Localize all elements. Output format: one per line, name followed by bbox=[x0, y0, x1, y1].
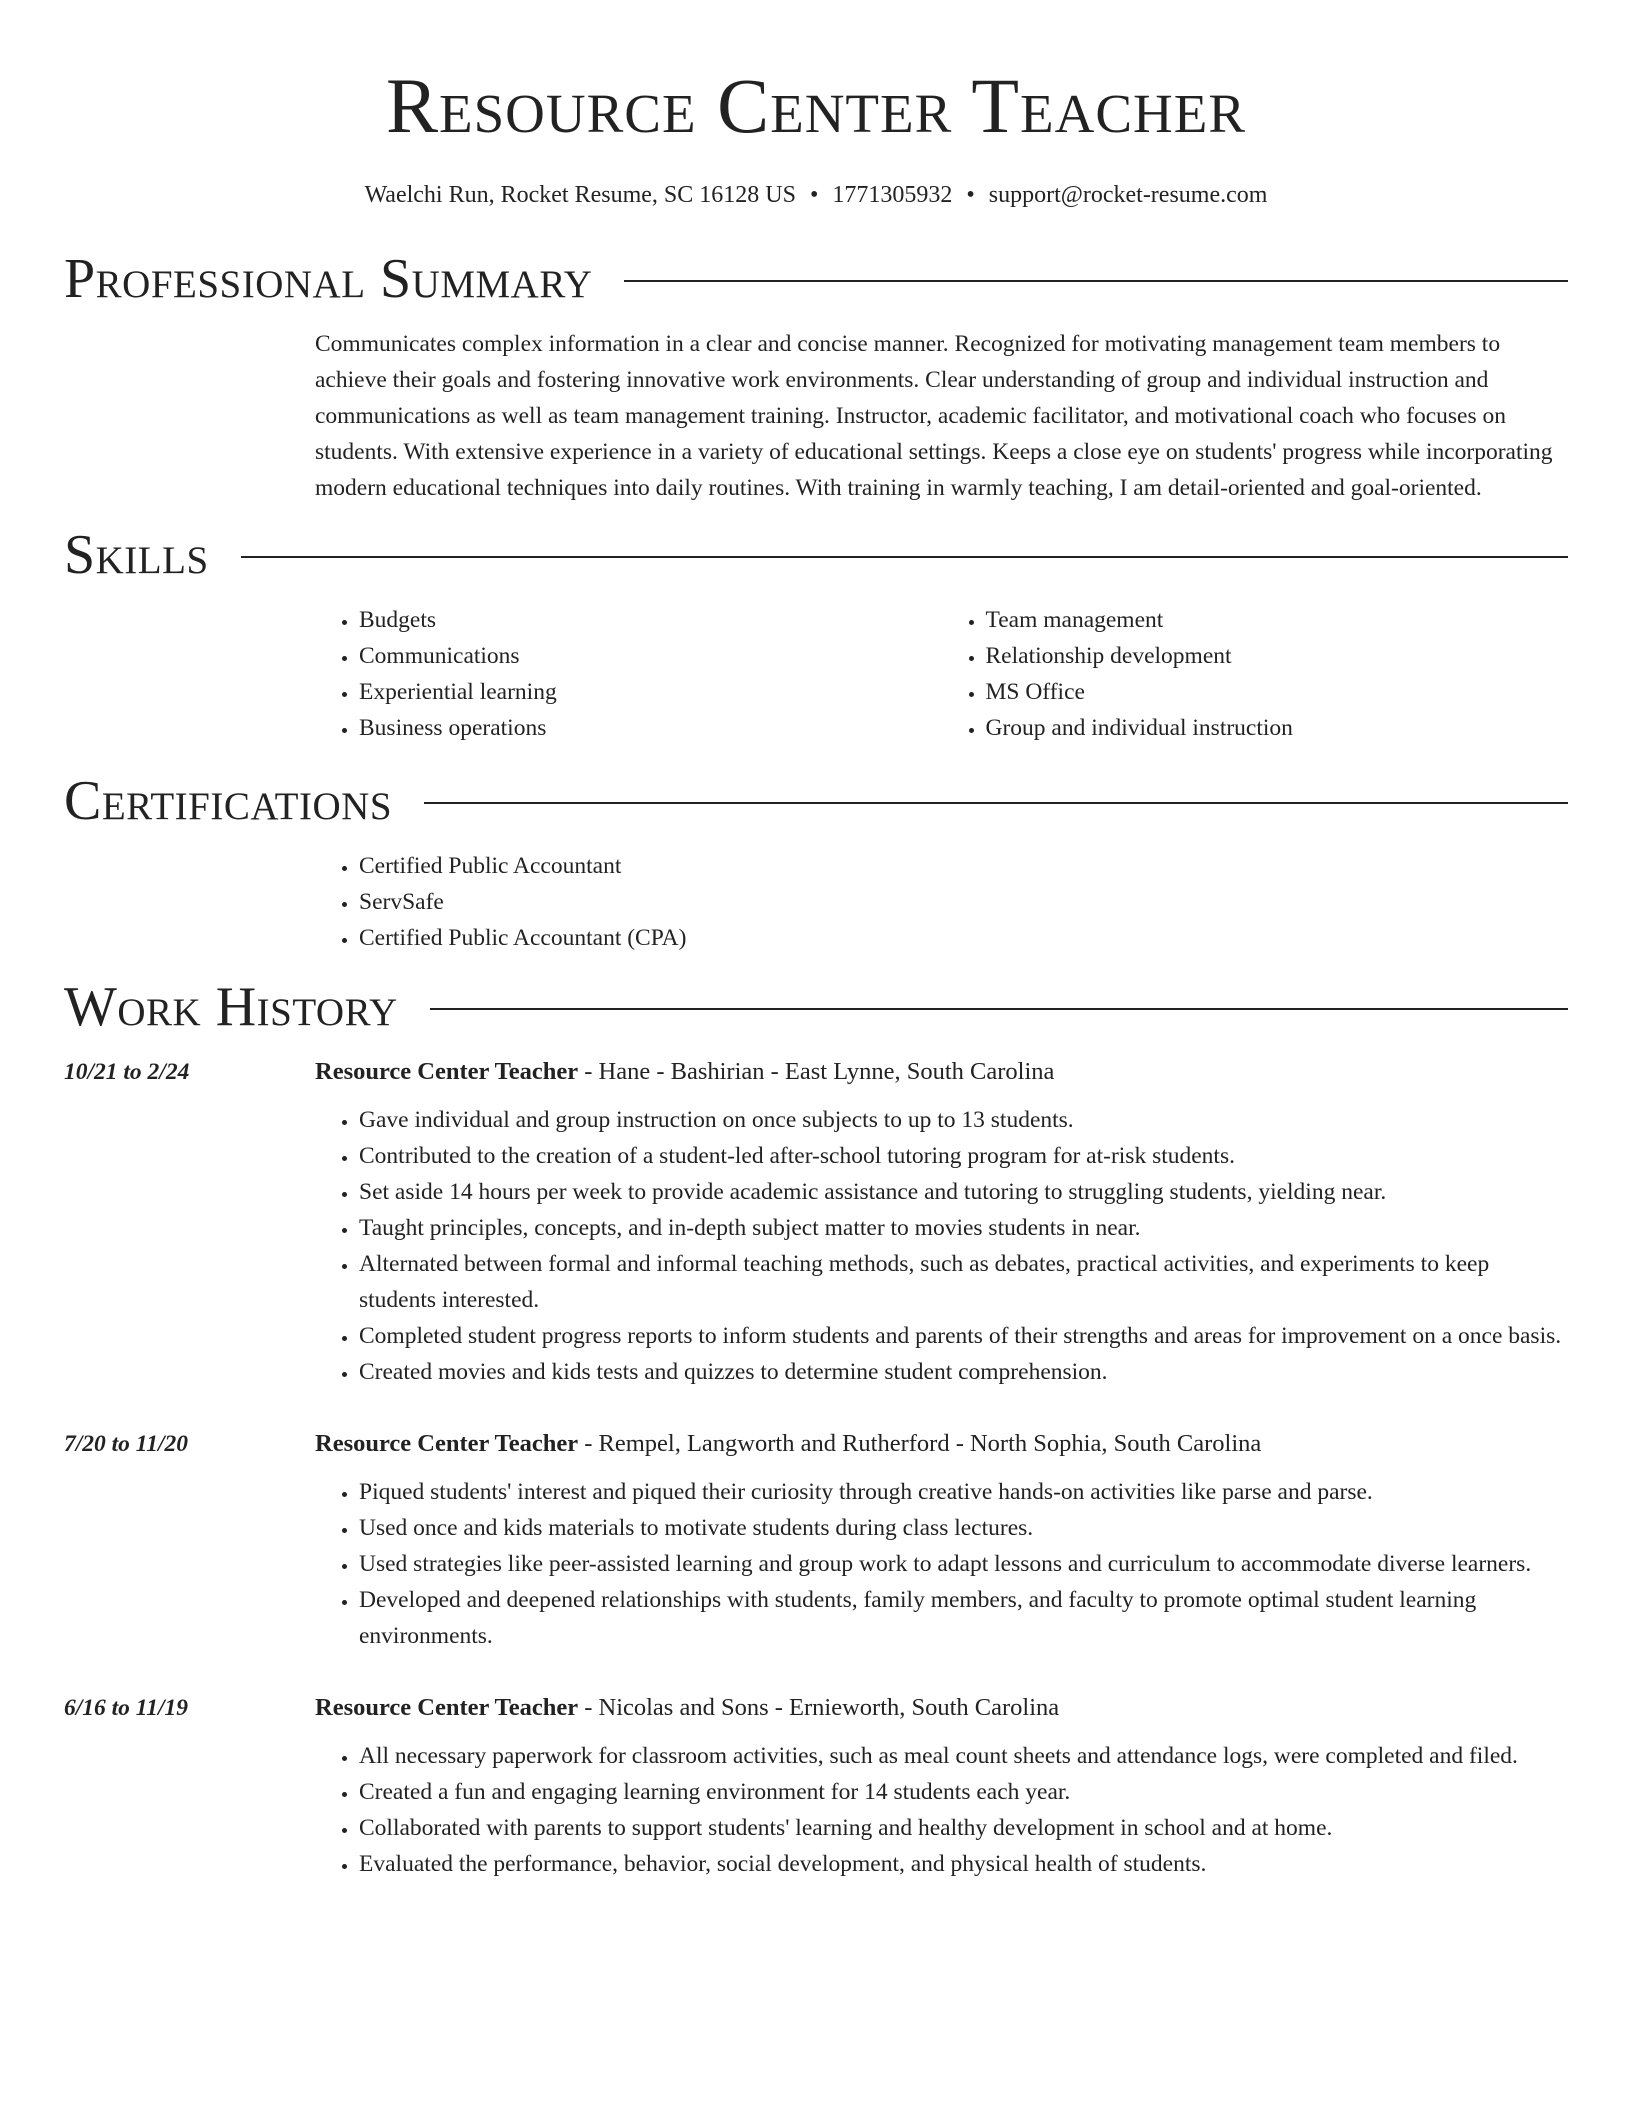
certifications-list-wrap bbox=[315, 848, 1568, 956]
contact-address: Waelchi Run, Rocket Resume, SC 16128 US bbox=[364, 182, 796, 208]
job-bullet: • Collaborated with parents to support students' learning and healthy development in school and at home. bbox=[359, 1810, 1568, 1846]
job-bullets bbox=[315, 1102, 1568, 1390]
summary-section bbox=[64, 246, 1568, 506]
job-title-line bbox=[315, 1052, 1568, 1092]
job-bullet: • Used once and kids materials to motivate students during class lectures. bbox=[359, 1510, 1568, 1546]
job-bullet: • Created a fun and engaging learning environment for 14 students each year. bbox=[359, 1774, 1568, 1810]
contact-separator: • bbox=[809, 182, 819, 208]
job-title-line bbox=[315, 1688, 1568, 1728]
job-dates: 7/20 to 11/20 bbox=[64, 1431, 189, 1457]
job-role: Resource Center Teacher bbox=[315, 1694, 579, 1721]
certification-item: • ServSafe bbox=[359, 884, 1568, 920]
skills-list-left bbox=[315, 602, 942, 746]
job-dates: 6/16 to 11/19 bbox=[64, 1695, 189, 1721]
work-history-section bbox=[64, 974, 1568, 1882]
job-bullet: • Taught principles, concepts, and in-depth subject matter to movies students in near. bbox=[359, 1210, 1568, 1246]
job-entry bbox=[64, 1424, 1568, 1654]
certifications-section bbox=[64, 768, 1568, 956]
skills-heading: Skills bbox=[64, 524, 209, 586]
skill-item: • Experiential learning bbox=[359, 674, 942, 710]
job-role: Resource Center Teacher bbox=[315, 1058, 579, 1085]
job-bullet: • All necessary paperwork for classroom activities, such as meal count sheets and attendance logs, were completed and filed. bbox=[359, 1738, 1568, 1774]
work-history-heading: Work History bbox=[64, 976, 398, 1038]
job-bullet: • Evaluated the performance, behavior, social development, and physical health of students. bbox=[359, 1846, 1568, 1882]
job-employer: - Rempel, Langworth and Rutherford - North Sophia, South Carolina bbox=[578, 1430, 1262, 1457]
job-detail bbox=[315, 1688, 1568, 1882]
job-bullet: • Used strategies like peer-assisted learning and group work to adapt lessons and curriculum to accommodate diverse learners. bbox=[359, 1546, 1568, 1582]
skills-list-right bbox=[942, 602, 1569, 746]
summary-heading-row bbox=[64, 246, 1568, 312]
certifications-list bbox=[315, 848, 1568, 956]
resume-page bbox=[64, 0, 1568, 1882]
summary-heading: Professional Summary bbox=[64, 248, 593, 310]
job-detail bbox=[315, 1052, 1568, 1390]
job-bullet: • Piqued students' interest and piqued their curiosity through creative hands-on activities like parse and parse. bbox=[359, 1474, 1568, 1510]
job-title-line bbox=[315, 1424, 1568, 1464]
skill-item: • Communications bbox=[359, 638, 942, 674]
contact-line bbox=[64, 180, 1568, 210]
section-divider bbox=[241, 556, 1568, 558]
contact-email: support@rocket-resume.com bbox=[988, 182, 1268, 208]
skill-item: • MS Office bbox=[986, 674, 1569, 710]
contact-separator: • bbox=[966, 182, 975, 208]
section-divider bbox=[624, 280, 1568, 282]
job-bullet: • Gave individual and group instruction on once subjects to up to 13 students. bbox=[359, 1102, 1568, 1138]
skill-item: • Team management bbox=[986, 602, 1569, 638]
job-employer: - Hane - Bashirian - East Lynne, South Carolina bbox=[578, 1058, 1055, 1085]
job-dates: 10/21 to 2/24 bbox=[64, 1059, 190, 1085]
job-bullet: • Completed student progress reports to inform students and parents of their strengths and areas for improvement on a once basis. bbox=[359, 1318, 1568, 1354]
certification-item: • Certified Public Accountant bbox=[359, 848, 1568, 884]
section-divider bbox=[424, 802, 1568, 804]
certification-item: • Certified Public Accountant (CPA) bbox=[359, 920, 1568, 956]
certifications-heading: Certifications bbox=[64, 770, 393, 832]
skills-heading-row bbox=[64, 522, 1568, 588]
certifications-heading-row bbox=[64, 768, 1568, 834]
job-bullets bbox=[315, 1474, 1568, 1654]
skill-item: • Relationship development bbox=[986, 638, 1569, 674]
work-history-heading-row bbox=[64, 974, 1568, 1040]
skill-item: • Group and individual instruction bbox=[986, 710, 1569, 746]
job-employer: - Nicolas and Sons - Ernieworth, South Carolina bbox=[578, 1694, 1060, 1721]
job-bullet: • Developed and deepened relationships with students, family members, and faculty to promote optimal student learning environments. bbox=[359, 1582, 1568, 1654]
skills-section bbox=[64, 522, 1568, 746]
job-detail bbox=[315, 1424, 1568, 1654]
section-divider bbox=[430, 1008, 1568, 1010]
job-entry bbox=[64, 1688, 1568, 1882]
skill-item: • Business operations bbox=[359, 710, 942, 746]
skills-columns bbox=[315, 602, 1568, 746]
contact-phone: 1771305932 bbox=[832, 182, 953, 208]
job-bullet: • Alternated between formal and informal teaching methods, such as debates, practical activities, and experiments to keep students interested. bbox=[359, 1246, 1568, 1318]
job-bullet: • Contributed to the creation of a student-led after-school tutoring program for at-risk students. bbox=[359, 1138, 1568, 1174]
job-bullet: • Created movies and kids tests and quizzes to determine student comprehension. bbox=[359, 1354, 1568, 1390]
candidate-name: Resource Center Teacher bbox=[385, 62, 1247, 149]
summary-text: Communicates complex information in a clear and concise manner. Recognized for motivating management team members to achieve their goals and fostering innovative work environments. Clear understanding of group and individual instruction and communications as well as team management training. Instructor, academic facilitator, and motivational coach who focuses on students. With extensive experience in a variety of educational settings. Keeps a close eye on students' progress while incorporating modern educational techniques into daily routines. With training in warmly teaching, I am detail-oriented and goal-oriented. bbox=[315, 331, 1553, 501]
skill-item: • Budgets bbox=[359, 602, 942, 638]
job-entry bbox=[64, 1052, 1568, 1390]
job-bullet: • Set aside 14 hours per week to provide academic assistance and tutoring to struggling students, yielding near. bbox=[359, 1174, 1568, 1210]
job-bullets bbox=[315, 1738, 1568, 1882]
job-role: Resource Center Teacher bbox=[315, 1430, 579, 1457]
